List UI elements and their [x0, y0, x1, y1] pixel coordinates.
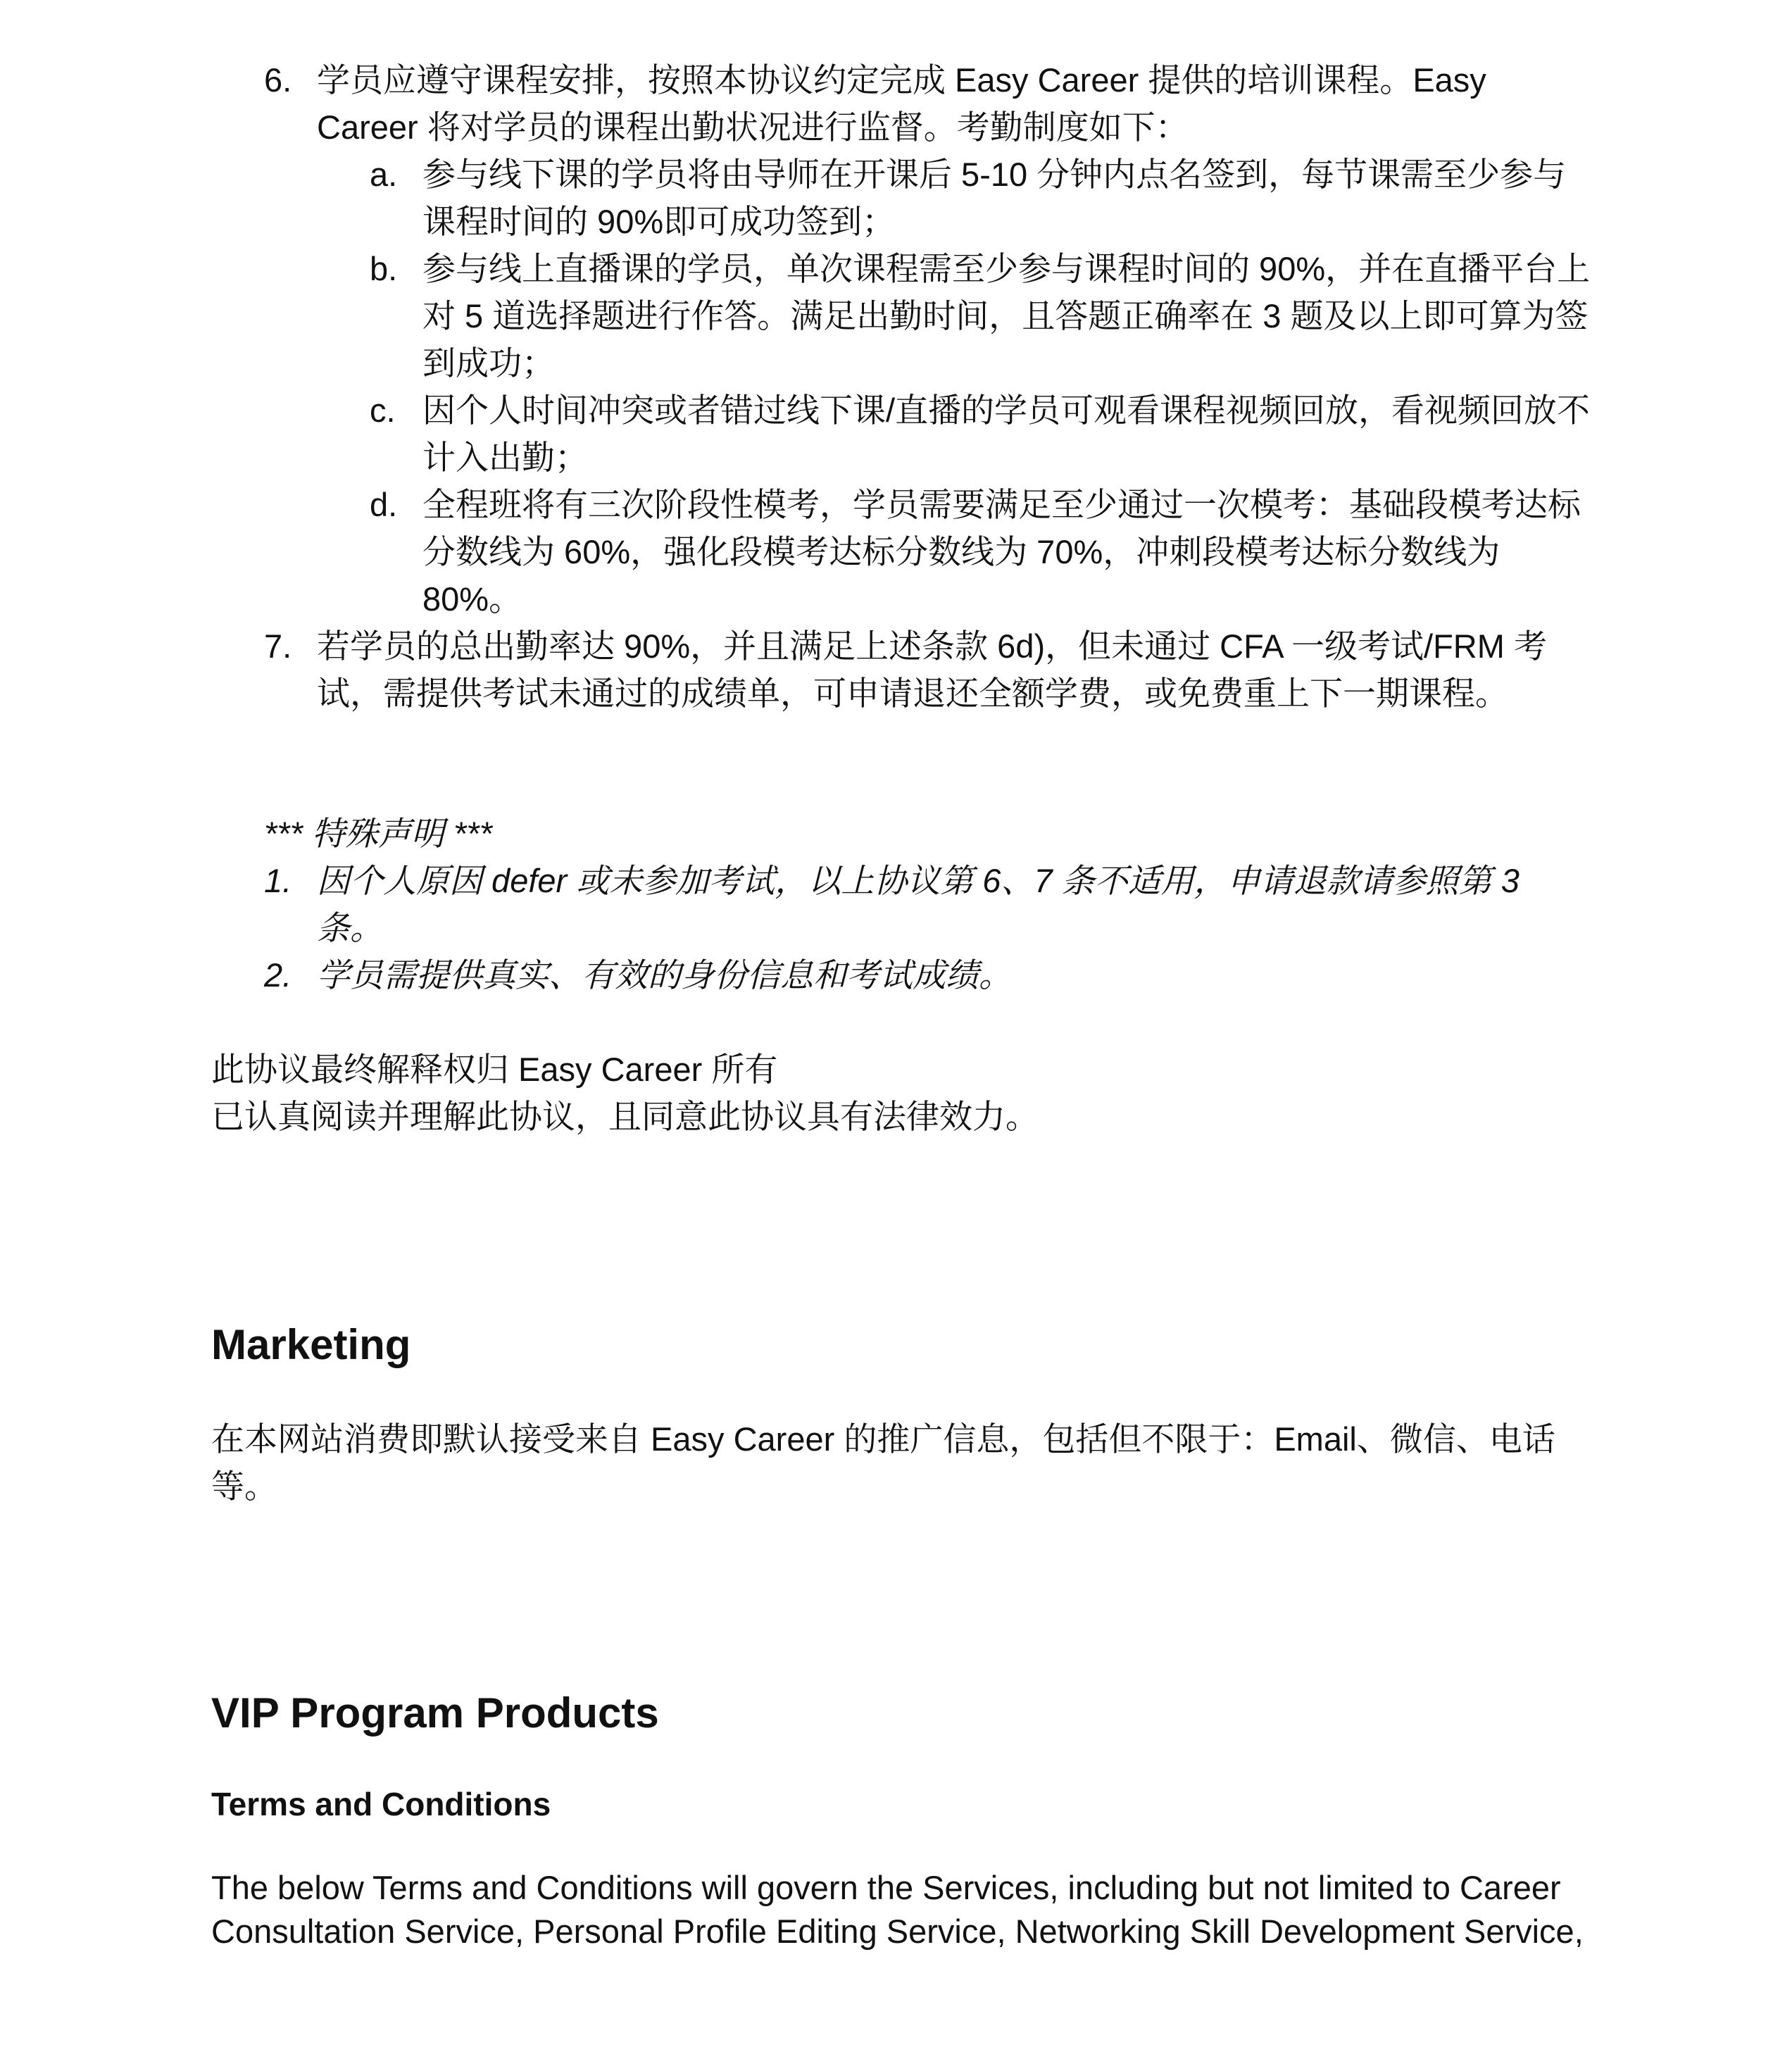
agreement-list	[211, 56, 1591, 717]
vip-section	[211, 1685, 1591, 1741]
item-text: 若学员的总出勤率达 90%，并且满足上述条款 6d)，但未通过 CFA 一级考试/FRM 考试，需提供考试未通过的成绩单，可申请退还全额学费，或免费重上下一期课程。	[317, 627, 1547, 712]
vip-terms	[211, 1782, 1591, 1827]
item-number: 2.	[264, 956, 292, 994]
subitem-label: a.	[370, 156, 398, 193]
item-text: 因个人原因 defer 或未参加考试，以上协议第 6、7 条不适用，申请退款请参照第 3 条。	[317, 862, 1520, 946]
marketing-heading: Marketing	[211, 1321, 411, 1368]
subitem-text: 因个人时间冲突或者错过线下课/直播的学员可观看课程视频回放，看视频回放不计入出勤；	[422, 392, 1591, 476]
marketing-body	[211, 1415, 1591, 1510]
closing-line-2: 已认真阅读并理解此协议，且同意此协议具有法律效力。	[211, 1098, 1039, 1135]
vip-subheading: Terms and Conditions	[211, 1786, 551, 1822]
closing-line-1: 此协议最终解释权归 Easy Career 所有	[211, 1051, 778, 1088]
subitem-text: 全程班将有三次阶段性模考，学员需要满足至少通过一次模考：基础段模考达标分数线为 60%，强化段模考达标分数线为 70%，冲刺段模考达标分数线为 80%。	[422, 486, 1581, 618]
vip-heading: VIP Program Products	[211, 1689, 659, 1737]
marketing-section	[211, 1317, 1591, 1373]
agreement-subitem-d	[211, 481, 1591, 622]
subitem-text: 参与线下课的学员将由导师在开课后 5-10 分钟内点名签到，每节课需至少参与课程时间的 90%即可成功签到；	[422, 156, 1567, 240]
subitem-label: c.	[370, 392, 396, 429]
subitem-label: b.	[370, 250, 398, 287]
vip-body	[211, 1866, 1605, 1953]
item-text: 学员需提供真实、有效的身份信息和考试成绩。	[317, 956, 1012, 994]
special-item-1	[211, 857, 1591, 951]
agreement-subitem-b	[211, 245, 1591, 387]
special-statement	[211, 810, 1591, 999]
agreement-subitem-a	[211, 151, 1591, 245]
agreement-subitem-c	[211, 387, 1591, 481]
closing-statement	[211, 1046, 1591, 1140]
special-item-2	[211, 951, 1591, 999]
agreement-item-7	[211, 622, 1591, 717]
subitem-text: 参与线上直播课的学员，单次课程需至少参与课程时间的 90%，并在直播平台上对 5 道选择题进行作答。满足出勤时间，且答题正确率在 3 题及以上即可算为签到成功；	[422, 250, 1591, 382]
item-text: 学员应遵守课程安排，按照本协议约定完成 Easy Career 提供的培训课程。Easy Career 将对学员的课程出勤状况进行监督。考勤制度如下：	[317, 61, 1486, 146]
vip-text: The below Terms and Conditions will govern the Services, including but not limited to Career Consultation Service, Personal Profile Editing Service, Networking Skill Development Service,	[211, 1869, 1584, 1950]
item-number: 7.	[264, 627, 292, 665]
special-statement-title: *** 特殊声明 ***	[264, 815, 492, 852]
subitem-label: d.	[370, 486, 398, 523]
agreement-item-6	[211, 56, 1591, 151]
item-number: 1.	[264, 862, 292, 899]
marketing-text: 在本网站消费即默认接受来自 Easy Career 的推广信息，包括但不限于：Email、微信、电话等。	[211, 1420, 1555, 1505]
item-number: 6.	[264, 61, 292, 99]
